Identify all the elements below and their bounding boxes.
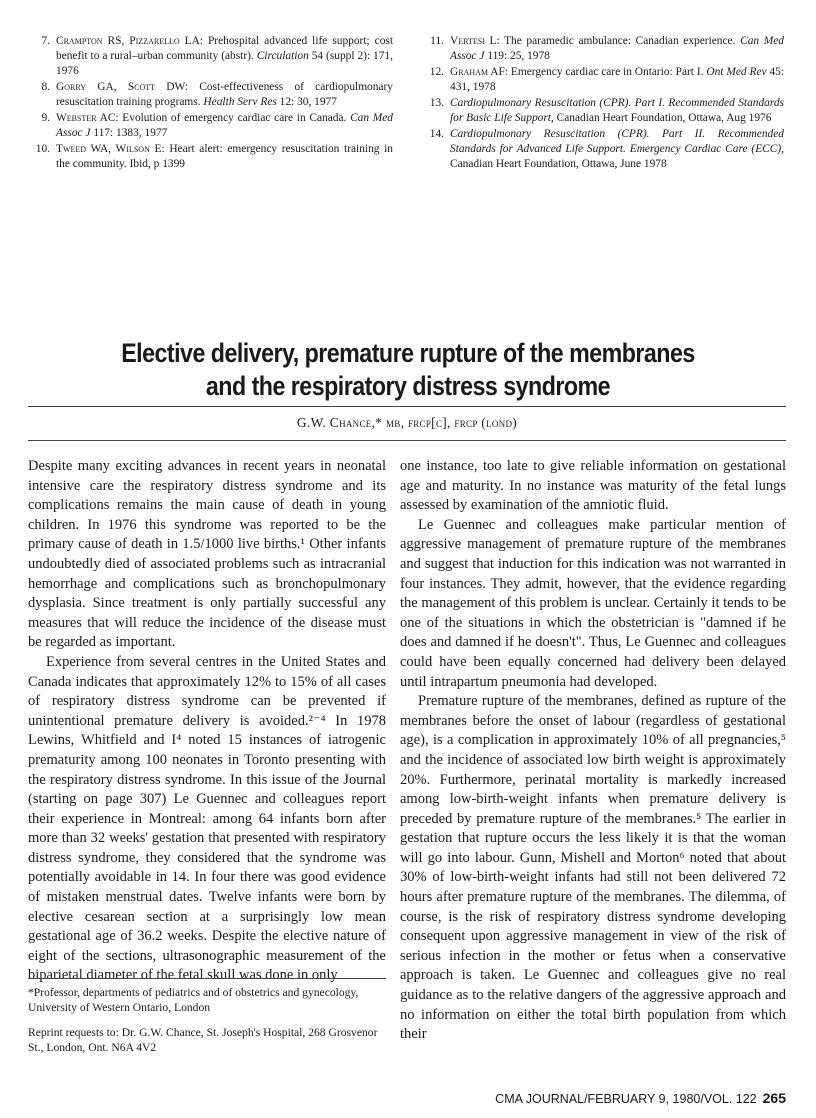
footnote-divider — [28, 978, 386, 979]
body-paragraph: Despite many exciting advances in recent years in neonatal intensive care the respiratory distress syndrome and its complications remains the main cause of death in young children. In 1976 this syndrome was reported to be the primary cause of death in 1.5/1000 live births.¹ Other infants undoubtedly died of associated problems such as intracranial hemorrhage and complications such as bronchopulmonary dysplasia. Since treatment is only partially successful any measures that will reduce the incidence of the disease must be regarded as important. — [28, 458, 386, 651]
reference-item: 12. Graham AF: Emergency cardiac care in Ontario: Part I. Ont Med Rev 45: 431, 1978 — [429, 66, 785, 93]
article-title — [74, 337, 741, 403]
byline-divider — [28, 440, 786, 441]
reference-item: 7. Crampton RS, Pizzarello LA: Prehospital advanced life support; cost benefit to a rural–urban community (abstr). Circulation 54 (suppl 2): 171, 1976 — [41, 35, 393, 77]
body-paragraph: one instance, too late to give reliable information on gestational age and maturity. In no instance was maturity of the fetal lungs assessed by examination of the amniotic fluid. — [400, 458, 786, 514]
author-affiliation-footnote: *Professor, departments of pediatrics and of obstetrics and gynecology, University of Western Ontario, London — [28, 986, 359, 1014]
title-line-2: and the respiratory distress syndrome — [205, 371, 611, 401]
page-number: 265 — [762, 1090, 786, 1106]
body-paragraph: Premature rupture of the membranes, defined as rupture of the membranes before the onset of labour (regardless of gestational age), is a complication in approximately 10% of all pregnancies,⁵ and the incidence of associated low birth weight is approximately 20%. Furthermore, perinatal mortality is markedly increased among low-birth-weight infants when premature delivery is preceded by premature rupture of the membranes.⁵ The earlier in gestation that rupture occurs the less likely it is that the woman will go into labour. Gunn, Mishell and Morton⁶ noted that about 30% of low-birth-weight infants had still not been delivered 72 hours after premature rupture of the membranes. The dilemma, of course, is the risk of respiratory distress syndrome developing consequent upon aggressive management in view of the risk of serious infection in the mother or fetus when a conservative approach is taken. Le Guennec and colleagues give no real guidance as to the relative dangers of the aggressive approach and no information on either the total birth population from which their — [400, 693, 786, 1043]
reference-item: 10. Tweed WA, Wilson E: Heart alert: emergency resuscitation training in the community. Ibid, p 1399 — [35, 143, 393, 170]
page-footer — [420, 1090, 786, 1106]
body-paragraph: Experience from several centres in the United States and Canada indicates that approximately 12% to 15% of all cases of respiratory distress syndrome can be prevented if unintentional premature delivery is avoided.²⁻⁴ In 1978 Lewins, Whitfield and I⁴ noted 15 instances of iatrogenic prematurity among 100 neonates in Toronto presenting with the respiratory distress syndrome. In this issue of the Journal (starting on page 307) Le Guennec and colleagues report their experience in Montreal: among 64 infants born after more than 32 weeks' gestation that presented with respiratory distress syndrome, they considered that the syndrome was potentially avoidable in 14. In four there was good evidence of mistaken menstrual dates. Twelve infants were born by elective cesarean section at a surprisingly low mean gestational age of 36.2 weeks. Despite the elective nature of eight of the sections, ultrasonographic measurement of the biparietal diameter of the fetal skull was done in only — [28, 653, 386, 984]
reference-item: 14. Cardiopulmonary Resuscitation (CPR). Part II. Recommended Standards for Advanced Life Support. Emergency Cardiac Care (ECC), Canadian Heart Foundation, Ottawa, June 1978 — [429, 128, 784, 170]
references-left-column — [28, 34, 393, 173]
reference-item: 13. Cardiopulmonary Resuscitation (CPR). Part I. Recommended Standards for Basic Life Support, Canadian Heart Foundation, Ottawa, Aug 1976 — [429, 97, 784, 124]
title-divider — [28, 406, 786, 407]
byline: G.W. Chance,* mb, frcp[c], frcp (lond) — [296, 415, 518, 430]
journal-citation: CMA JOURNAL/FEBRUARY 9, 1980/VOL. 122 — [495, 1092, 757, 1106]
references-right-column — [422, 34, 784, 173]
reference-item: 8. Gorry GA, Scott DW: Cost-effectiveness of cardiopulmonary resuscitation training programs. Health Serv Res 12: 30, 1977 — [41, 81, 393, 108]
body-column-right — [400, 457, 786, 1045]
body-paragraph: Le Guennec and colleagues make particular mention of aggressive management of premature rupture of the membranes and suggest that induction for this indication was not warranted in four instances. They admit, however, that the evidence regarding the management of this problem is unclear. Certainly it tends to be one of the situations in which the obstetrician is "damned if he does and damned if he doesn't". Thus, Le Guennec and colleagues could have been equally concerned had delivery been delayed until intrapartum pneumonia had developed. — [400, 516, 786, 690]
reference-item: 9. Webster AC: Evolution of emergency cardiac care in Canada. Can Med Assoc J 117: 1383, 1977 — [41, 112, 393, 139]
reference-item: 11. Vertesi L: The paramedic ambulance: Canadian experience. Can Med Assoc J 119: 25, 1978 — [430, 35, 784, 62]
title-line-1: Elective delivery, premature rupture of the membranes — [121, 338, 695, 368]
reprint-request-footnote: Reprint requests to: Dr. G.W. Chance, St. Joseph's Hospital, 268 Grosvenor St., London, Ont. N6A 4V2 — [28, 1026, 378, 1054]
body-column-left — [28, 457, 386, 986]
